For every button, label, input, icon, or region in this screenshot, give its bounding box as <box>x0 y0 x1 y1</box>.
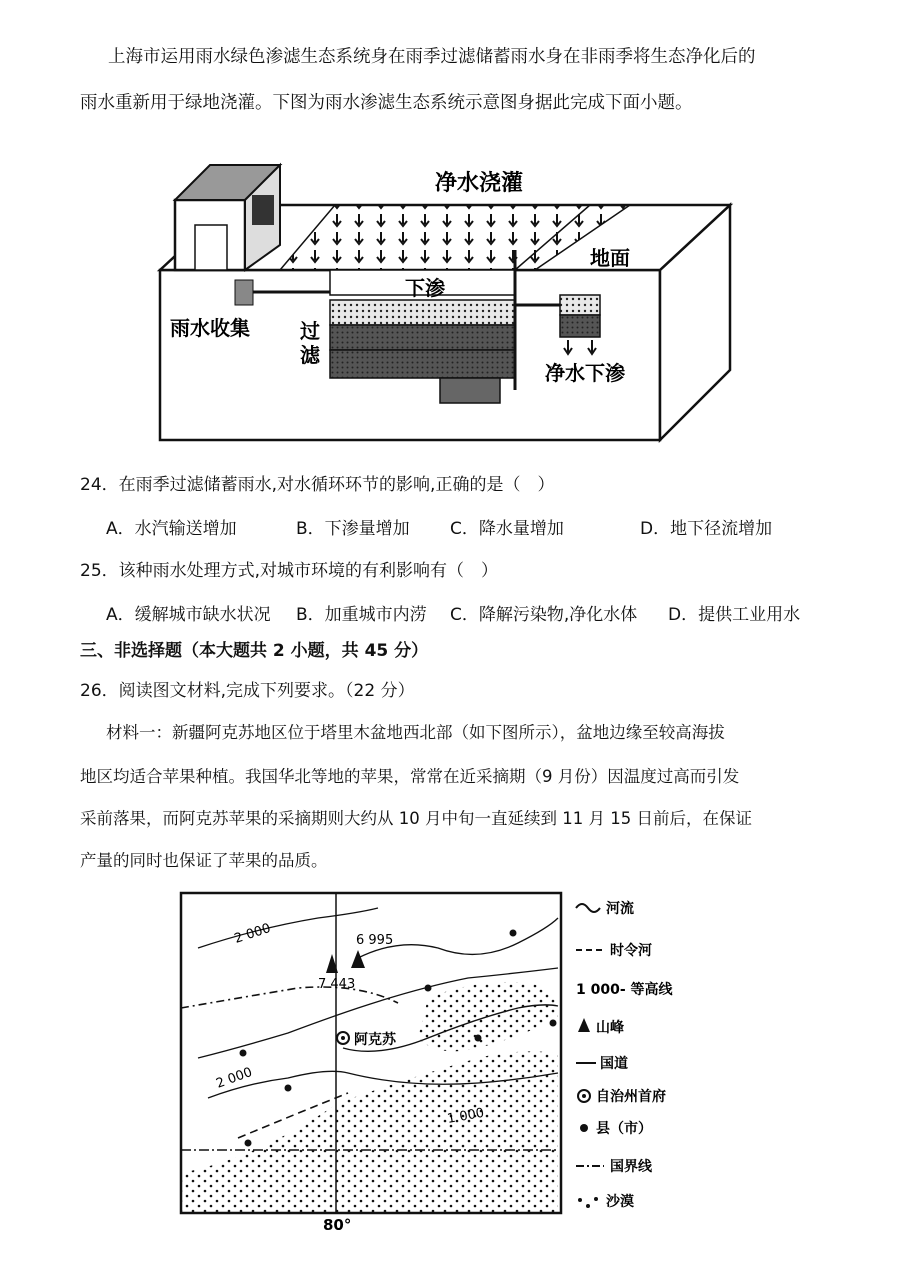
legend-national-road: 国道 <box>600 1056 628 1072</box>
q25-option-b: B．加重城市内涝 <box>296 605 427 625</box>
label-filter-2: 滤 <box>300 343 320 367</box>
material-line-2: 地区均适合苹果种植。我国华北等地的苹果，常常在近采摘期（9 月份）因温度过高而引发 <box>80 767 740 786</box>
q24-option-a: A．水汽输送增加 <box>106 519 237 539</box>
material-line-4: 产量的同时也保证了苹果的品质。 <box>80 851 328 870</box>
q25-option-a: A．缓解城市缺水状况 <box>106 605 271 625</box>
label-downward: 下渗 <box>405 276 445 300</box>
legend-seasonal-river: 时令河 <box>610 943 652 959</box>
q25-option-c: C．降解污染物,净化水体 <box>450 605 638 625</box>
peak-7443-label: 7 443 <box>318 977 356 992</box>
question-26: 26．阅读图文材料,完成下列要求。（22 分） <box>80 681 415 701</box>
peak-6995-label: 6 995 <box>356 933 394 948</box>
contour-2000-left: 2 000 <box>214 1064 255 1092</box>
q24-option-c: C．降水量增加 <box>450 519 564 539</box>
legend-prefecture-seat: 自治州首府 <box>596 1089 666 1105</box>
city-label-aksu: 阿克苏 <box>354 1032 396 1048</box>
longitude-label: 80° <box>323 1216 352 1234</box>
section-3-heading: 三、非选择题（本大题共 2 小题，共 45 分） <box>80 641 429 661</box>
q24-option-d: D．地下径流增加 <box>640 519 773 539</box>
intro-line-1: 上海市运用雨水绿色渗滤生态系统身在雨季过滤储蓄雨水身在非雨季将生态净化后的 <box>108 47 756 67</box>
label-filter-1: 过 <box>300 319 320 343</box>
aksu-map <box>178 888 718 1238</box>
label-rain-collect: 雨水收集 <box>170 316 250 340</box>
contour-2000-top: 2 000 <box>232 921 273 947</box>
legend-desert: 沙漠 <box>606 1194 634 1210</box>
legend-contour: 1 000- 等高线 <box>576 982 673 998</box>
question-24: 24．在雨季过滤储蓄雨水,对水循环环节的影响,正确的是（ ） <box>80 475 555 495</box>
intro-line-2: 雨水重新用于绿地浇灌。下图为雨水渗滤生态系统示意图身据此完成下面小题。 <box>80 93 693 113</box>
material-line-3: 采前落果，而阿克苏苹果的采摘期则大约从 10 月中旬一直延续到 11 月 15 日前后，在保证 <box>80 809 752 828</box>
legend-peak: 山峰 <box>596 1020 624 1036</box>
q25-option-d: D．提供工业用水 <box>668 605 801 625</box>
label-clean-down: 净水下渗 <box>545 361 625 385</box>
legend-border: 国界线 <box>610 1159 652 1175</box>
rainwater-filtration-diagram <box>150 140 750 450</box>
q24-option-b: B．下渗量增加 <box>296 519 410 539</box>
contour-1000: 1 000 <box>446 1105 486 1127</box>
legend-river: 河流 <box>606 901 634 917</box>
label-irrigation: 净水浇灌 <box>435 171 524 196</box>
legend-county: 县（市） <box>596 1121 652 1137</box>
label-ground: 地面 <box>590 246 630 270</box>
material-line-1: 材料一：新疆阿克苏地区位于塔里木盆地西北部（如下图所示），盆地边缘至较高海拔 <box>106 723 725 742</box>
question-25: 25．该种雨水处理方式,对城市环境的有利影响有（ ） <box>80 561 499 581</box>
